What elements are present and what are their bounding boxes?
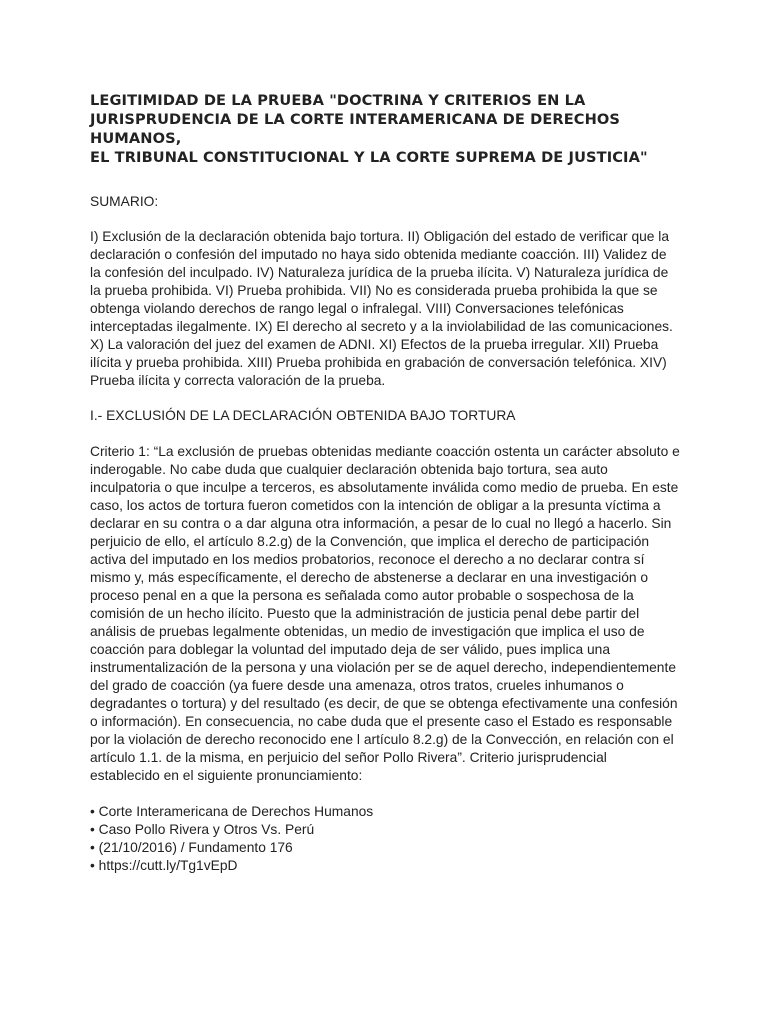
reference-item-court: • Corte Interamericana de Derechos Humanos	[90, 803, 680, 821]
sumario-paragraph: I) Exclusión de la declaración obtenida bajo tortura. II) Obligación del estado de verificar que la declaración o confesión del imputado no haya sido obtenida mediante coacción. III) Validez de la confesión del inculpado. IV) Naturaleza jurídica de la prueba ilícita. V) Naturaleza jurídica de la prueba prohibida. VI) Prueba prohibida. VII) No es considerada prueba prohibida la que se obtenga violando derechos de rango legal o infralegal. VIII) Conversaciones telefónicas interceptadas ilegalmente. IX) El derecho al secreto y a la inviolabilidad de las comunicaciones. X) La valoración del juez del examen de ADNI. XI) Efectos de la prueba irregular. XII) Prueba ilícita y prueba prohibida. XIII) Prueba prohibida en grabación de conversación telefónica. XIV) Prueba ilícita y correcta valoración de la prueba.	[90, 229, 673, 388]
reference-item-case: • Caso Pollo Rivera y Otros Vs. Perú	[90, 821, 680, 839]
reference-list	[90, 803, 680, 875]
sumario-label: SUMARIO:	[90, 194, 159, 209]
criterio-paragraph: Criterio 1: “La exclusión de pruebas obtenidas mediante coacción ostenta un carácter absoluto e inderogable. No cabe duda que cualquier declaración obtenida bajo tortura, sea auto inculpatoria o que inculpe a terceros, es absolutamente inválida como medio de prueba. En este caso, los actos de tortura fueron cometidos con la intención de obligar a la presunta víctima a declarar en su contra o a dar alguna otra información, a pesar de lo cual no llegó a hacerlo. Sin perjuicio de ello, el artículo 8.2.g) de la Convención, que implica el derecho de participación activa del imputado en los medios probatorios, reconoce el derecho a no declarar contra sí mismo y, más específicamente, el derecho de abstenerse a declarar en una investigación o proceso penal en a que la persona es señalada como autor probable o sospechosa de la comisión de un hecho ilícito. Puesto que la administración de justicia penal debe partir del análisis de pruebas legalmente obtenidas, un medio de investigación que implica el uso de coacción para doblegar la voluntad del imputado deja de ser válido, pues implica una instrumentalización de la persona y una violación per se de aquel derecho, independientemente del grado de coacción (ya fuere desde una amenaza, otros tratos, crueles inhumanos o degradantes o tortura) y del resultado (es decir, de que se obtenga efectivamente una confesión o información). En consecuencia, no cabe duda que el presente caso el Estado es responsable por la violación de derecho reconocido ene l artículo 8.2.g) de la Convección, en relación con el artículo 1.1. de la misma, en perjuicio del señor Pollo Rivera”. Criterio jurisprudencial establecido en el siguiente pronunciamiento:	[90, 444, 680, 783]
document-page	[90, 91, 680, 875]
document-title: LEGITIMIDAD DE LA PRUEBA "DOCTRINA Y CRITERIOS EN LA JURISPRUDENCIA DE LA CORTE INTERAMERICANA DE DERECHOS HUMANOS, EL TRIBUNAL CONSTITUCIONAL Y LA CORTE SUPREMA DE JUSTICIA"	[90, 92, 648, 166]
section-heading: I.- EXCLUSIÓN DE LA DECLARACIÓN OBTENIDA BAJO TORTURA	[90, 408, 516, 423]
reference-item-date: • (21/10/2016) / Fundamento 176	[90, 839, 680, 857]
reference-item-link[interactable]: • https://cutt.ly/Tg1vEpD	[90, 857, 680, 875]
